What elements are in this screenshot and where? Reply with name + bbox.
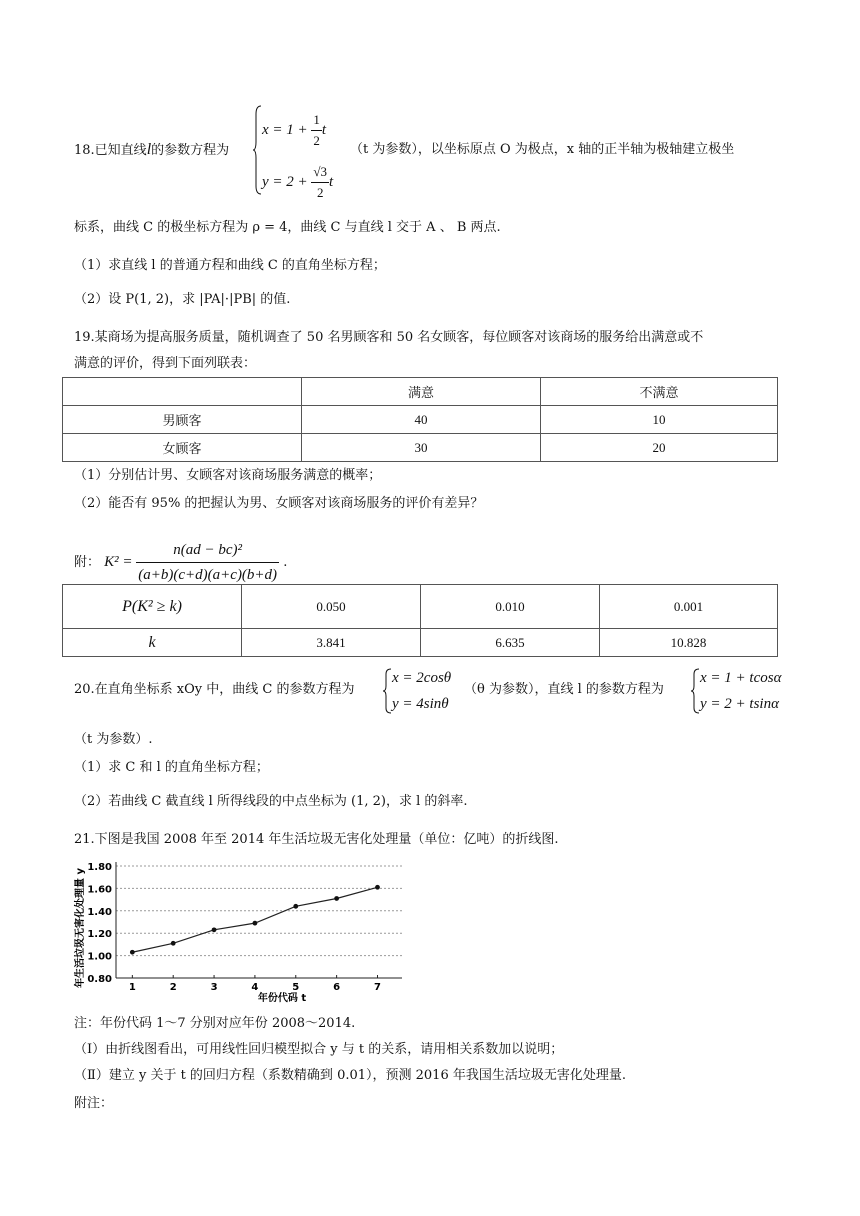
k-cell: 6.635 — [421, 629, 600, 657]
appendix-label: 附： — [74, 555, 101, 570]
q19-line2: 满意的评价，得到下面列联表： — [74, 356, 257, 371]
row-label-k: k — [63, 629, 242, 657]
chart-grid — [116, 866, 402, 956]
q21-sub2: （Ⅱ）建立 y 关于 t 的回归方程（系数精确到 0.01），预测 2016 年我国生活垃圾无害化处理量. — [74, 1068, 626, 1083]
q21-line1: 21.下图是我国 2008 年至 2014 年生活垃圾无害化处理量（单位：亿吨）的折线图. — [74, 832, 559, 847]
formula-end: . — [283, 555, 288, 570]
y-tick-label: 1.60 — [87, 884, 112, 896]
prob-cell: 0.010 — [421, 585, 600, 629]
q21-note: 注：年份代码 1～7 分别对应年份 2008～2014. — [74, 1016, 356, 1031]
y-tick-label: 1.20 — [87, 929, 112, 941]
table-header-row — [63, 378, 778, 406]
line-chart — [72, 856, 412, 1006]
x-tick-label: 7 — [374, 982, 381, 993]
row-label-male: 男顾客 — [63, 406, 302, 434]
q21-appendix: 附注： — [74, 1096, 114, 1111]
x-tick-label: 6 — [333, 982, 341, 993]
table-row — [63, 434, 778, 462]
header-cell-empty — [63, 378, 302, 406]
cell-female-satisfied: 30 — [302, 434, 541, 462]
q20-line-eq2: y = 2 + tsinα — [700, 696, 779, 712]
x-tick-label: 5 — [292, 982, 300, 993]
table-row — [63, 629, 778, 657]
data-point — [375, 885, 380, 890]
q20-curve-eq2: y = 4sinθ — [392, 696, 449, 712]
data-point — [293, 904, 298, 909]
y-tick-label: 1.80 — [87, 862, 112, 873]
header-cell-unsatisfied: 不满意 — [541, 378, 778, 406]
data-point — [171, 941, 176, 946]
q20-sub2: （2）若曲线 C 截直线 l 所得线段的中点坐标为 (1, 2)，求 l 的斜率. — [74, 794, 468, 809]
y-tick-label: 1.00 — [87, 951, 112, 963]
q20-sub1: （1）求 C 和 l 的直角坐标方程； — [74, 760, 269, 775]
q18-eq2-frac — [311, 162, 329, 203]
q18-eq2 — [262, 162, 333, 203]
q18-eq1-t: t — [321, 121, 327, 138]
row-label-female: 女顾客 — [63, 434, 302, 462]
contingency-table — [62, 377, 778, 462]
cell-male-satisfied: 40 — [302, 406, 541, 434]
q18-sub1: （1）求直线 l 的普通方程和曲线 C 的直角坐标方程； — [74, 258, 386, 273]
chart-series — [130, 885, 380, 955]
q18-stem — [74, 140, 229, 161]
q18-sub2: （2）设 P(1, 2)，求 |PA|·|PB| 的值. — [74, 292, 291, 307]
table-row — [63, 585, 778, 629]
q20-curve-brace — [382, 668, 392, 714]
q18-prefix: 18.已知直线 — [74, 143, 147, 158]
q20-line-brace — [690, 668, 700, 714]
q20-curve-eq1: x = 2cosθ — [392, 670, 452, 686]
k-squared-formula — [74, 540, 287, 585]
x-tick-label: 3 — [210, 982, 218, 993]
q18-tail: （t 为参数），以坐标原点 O 为极点，x 轴的正半轴为极轴建立极坐 — [350, 142, 735, 157]
critical-value-table — [62, 584, 778, 657]
line-l-symbol: l — [146, 141, 152, 158]
q18-eq2-num: √3 — [311, 162, 329, 183]
chart-axes — [116, 862, 402, 978]
x-axis-label: 年份代码 t — [257, 993, 307, 1004]
q19-line1: 19.某商场为提高服务质量，随机调查了 50 名男顾客和 50 名女顾客，每位顾客对该商场的服务给出满意或不 — [74, 330, 704, 345]
formula-fraction — [136, 540, 279, 585]
k-cell: 3.841 — [242, 629, 421, 657]
prob-cell: 0.050 — [242, 585, 421, 629]
data-point — [334, 896, 339, 901]
q18-brace — [252, 104, 262, 196]
cell-female-unsatisfied: 20 — [541, 434, 778, 462]
q20-line-eq1: x = 1 + tcosα — [700, 670, 782, 686]
q18-eq1 — [262, 110, 326, 151]
q18-eq2-text: y = 2 + — [262, 173, 312, 190]
q18-eq2-t: t — [329, 173, 334, 190]
q18-eq1-den: 2 — [313, 133, 320, 148]
formula-denominator: (a+b)(c+d)(a+c)(b+d) — [138, 567, 278, 583]
row-label-probability: P(K² ≥ k) — [63, 585, 242, 629]
q18-line2: 标系，曲线 C 的极坐标方程为 ρ = 4，曲线 C 与直线 l 交于 A 、 B 两点. — [74, 220, 501, 235]
table-row — [63, 406, 778, 434]
series-line — [132, 887, 377, 952]
formula-lhs: K² = — [104, 554, 137, 570]
q19-sub1: （1）分别估计男、女顾客对该商场服务满意的概率； — [74, 468, 382, 483]
chart-ticks — [87, 862, 381, 993]
cell-male-unsatisfied: 10 — [541, 406, 778, 434]
q18-eq1-num: 1 — [311, 110, 322, 131]
y-tick-label: 1.40 — [87, 906, 112, 918]
k-cell: 10.828 — [600, 629, 778, 657]
q20-mid: （θ 为参数），直线 l 的参数方程为 — [464, 682, 664, 697]
q19-sub2: （2）能否有 95% 的把握认为男、女顾客对该商场服务的评价有差异？ — [74, 496, 484, 511]
data-point — [212, 927, 217, 932]
q18-eq2-den: 2 — [316, 185, 324, 200]
q20-line2: （t 为参数）. — [74, 732, 153, 747]
x-tick-label: 4 — [251, 982, 259, 993]
y-axis-label: 年生活垃圾无害化处理量 y — [75, 868, 86, 988]
q20-prefix: 20.在直角坐标系 xOy 中，曲线 C 的参数方程为 — [74, 682, 355, 697]
y-tick-label: 0.80 — [87, 974, 112, 985]
q18-eq1-frac — [311, 110, 322, 151]
data-point — [253, 921, 258, 926]
prob-cell: 0.001 — [600, 585, 778, 629]
q18-eq1-text: x = 1 + — [262, 121, 312, 138]
data-point — [130, 950, 135, 955]
x-tick-label: 2 — [169, 982, 177, 993]
formula-numerator: n(ad − bc)² — [136, 540, 279, 563]
q18-mid: 的参数方程为 — [151, 143, 230, 158]
x-tick-label: 1 — [128, 982, 136, 993]
header-cell-satisfied: 满意 — [302, 378, 541, 406]
q21-sub1: （Ⅰ）由折线图看出，可用线性回归模型拟合 y 与 t 的关系，请用相关系数加以说明； — [74, 1042, 564, 1057]
